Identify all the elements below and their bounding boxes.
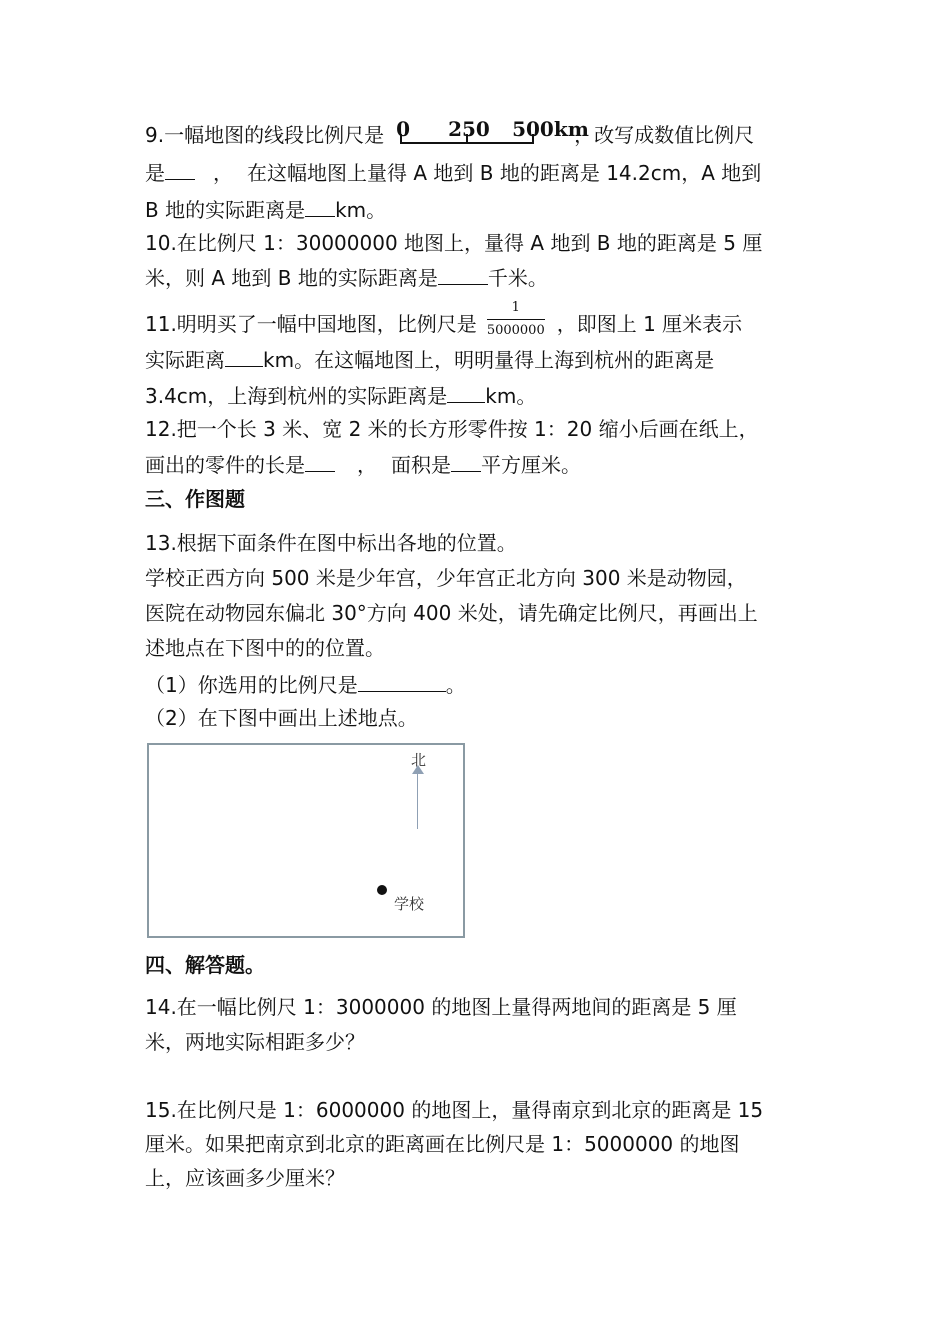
answer-blank[interactable] <box>305 451 335 472</box>
line-segment-scale <box>396 117 589 150</box>
q12-line-2: 画出的零件的长是 ， 面积是 平方厘米。 <box>145 453 581 477</box>
answer-blank[interactable] <box>438 264 488 285</box>
q11-line-3: 3.4cm，上海到杭州的实际距离是 km。 <box>145 384 537 408</box>
q10-line-2: 米，则 A 地到 B 地的实际距离是 千米。 <box>145 266 548 290</box>
q14-line-1: 14.在一幅比例尺 1：3000000 的地图上量得两地间的距离是 5 厘 <box>145 995 737 1019</box>
scale-tick <box>532 134 534 143</box>
answer-blank[interactable] <box>225 346 263 367</box>
answer-blank[interactable] <box>447 382 485 403</box>
q13-line-4: 述地点在下图中的的位置。 <box>145 636 385 660</box>
scale-label-500km: 500km <box>512 117 589 141</box>
q13-line-1: 13.根据下面条件在图中标出各地的位置。 <box>145 531 517 555</box>
section-heading-4: 四、解答题。 <box>145 953 265 977</box>
q9-line-3: B 地的实际距离是 km。 <box>145 198 387 222</box>
answer-blank[interactable] <box>165 159 195 180</box>
q11-line-1: 11.明明买了一幅中国地图，比例尺是 $\frac{1}{5000000}$ ，即图上 1 厘米表示 <box>145 300 743 338</box>
q9-line-1: 9.一幅地图的线段比例尺是 0 250 500km ，改写成数值比例尺 <box>145 120 754 150</box>
q15-line-2: 厘米。如果把南京到北京的距离画在比例尺是 1：5000000 的地图 <box>145 1132 740 1156</box>
q13-sub-2: （2）在下图中画出上述地点。 <box>145 706 418 730</box>
q15-line-3: 上，应该画多少厘米？ <box>145 1166 345 1190</box>
q13-line-3: 医院在动物园东偏北 30°方向 400 米处，请先确定比例尺，再画出上 <box>145 601 758 625</box>
answer-blank[interactable] <box>358 671 446 692</box>
q9-line-2: 是 ， 在这幅地图上量得 A 地到 B 地的距离是 14.2cm，A 地到 <box>145 161 762 185</box>
answer-blank[interactable] <box>305 196 335 217</box>
scale-label-0: 0 <box>396 117 411 141</box>
north-arrow-line <box>417 767 418 829</box>
answer-blank[interactable] <box>451 451 481 472</box>
q12-line-1: 12.把一个长 3 米、宽 2 米的长方形零件按 1：20 缩小后画在纸上， <box>145 417 759 441</box>
scale-label-250: 250 <box>448 117 490 141</box>
q13-line-2: 学校正西方向 500 米是少年宫，少年宫正北方向 300 米是动物园， <box>145 566 747 590</box>
school-dot-icon <box>377 885 387 895</box>
q13-sub-1: （1）你选用的比例尺是 。 <box>145 673 466 697</box>
q15-line-1: 15.在比例尺是 1：6000000 的地图上，量得南京到北京的距离是 15 <box>145 1098 764 1122</box>
q10-line-1: 10.在比例尺 1：30000000 地图上，量得 A 地到 B 地的距离是 5 厘 <box>145 231 763 255</box>
section-heading-3: 三、作图题 <box>145 487 245 511</box>
north-arrow-icon <box>412 765 424 774</box>
q14-line-2: 米，两地实际相距多少？ <box>145 1030 365 1054</box>
school-label: 学校 <box>394 895 425 913</box>
scale-tick <box>466 134 468 143</box>
scale-fraction: $\frac{1}{5000000}$ <box>486 300 545 338</box>
q11-line-2: 实际距离 km。在这幅地图上，明明量得上海到杭州的距离是 <box>145 348 715 372</box>
scale-tick <box>400 134 402 143</box>
map-figure[interactable] <box>147 743 465 938</box>
north-label: 北 <box>411 751 427 769</box>
